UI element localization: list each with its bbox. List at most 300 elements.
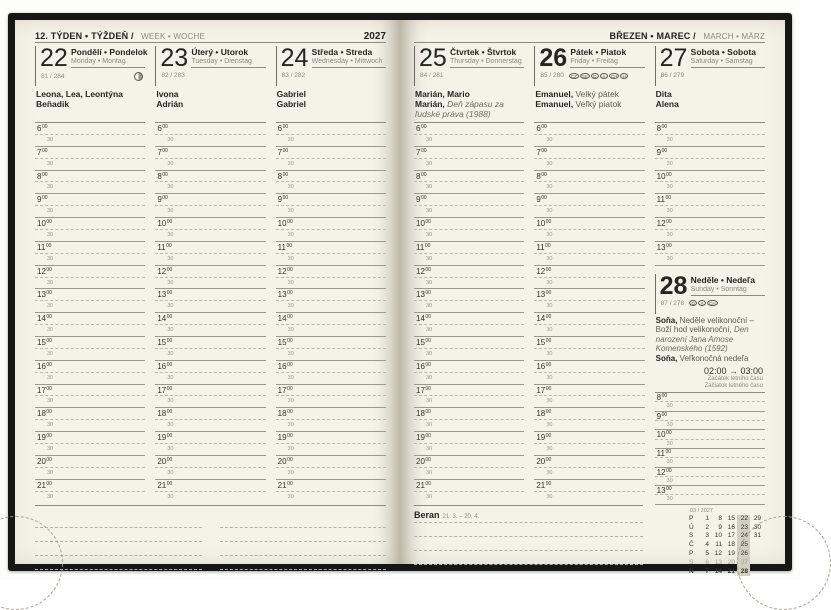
day-name-en-de: Thursday • Donnerstag (450, 58, 522, 65)
half-hour-label: 30 (167, 136, 174, 143)
hour-minutes-sup: 00 (545, 266, 552, 273)
hour-number: 11 (277, 242, 286, 252)
hour-minutes-sup: 00 (162, 195, 168, 202)
mini-calendar-cell: 9 (718, 523, 722, 531)
half-hour-label: 30 (666, 136, 673, 143)
hour-minutes-sup: 00 (666, 242, 672, 249)
time-slot-hour (414, 432, 524, 444)
time-slot-hour (655, 486, 765, 495)
hour-number: 7 (277, 147, 283, 157)
day-header-28 (655, 271, 765, 314)
nameday-lines (655, 314, 765, 366)
hour-minutes-sup: 00 (287, 290, 293, 297)
nameday-line (656, 316, 765, 354)
nameday-line (656, 99, 765, 109)
time-slot-hour (414, 313, 524, 325)
mini-calendar-cell: 19 (727, 549, 735, 557)
nameday-text: Veľký piatok (575, 99, 622, 109)
time-slot-hour (35, 147, 145, 159)
half-hour-label: 30 (287, 184, 294, 191)
nameday-line (36, 99, 145, 109)
day-number: 22 (40, 44, 68, 72)
day-column-weekend (655, 44, 765, 575)
hour-minutes-sup: 00 (661, 411, 668, 418)
day-number: 27 (659, 44, 688, 72)
nameday-lines (155, 86, 265, 122)
time-slot-hour (534, 194, 644, 206)
half-hour-label: 30 (287, 232, 294, 239)
time-grid (414, 122, 524, 504)
hour-minutes-sup: 00 (425, 314, 431, 321)
hour-number: 12 (277, 266, 287, 276)
hour-minutes-sup: 00 (41, 147, 48, 154)
time-slot-half-hour (534, 492, 644, 504)
week-title-en-de: WEEK • WOCHE (141, 32, 205, 41)
time-slot-half-hour (534, 206, 644, 218)
half-hour-label: 30 (426, 303, 433, 310)
time-slot-hour (276, 337, 386, 349)
hour-minutes-sup: 00 (545, 480, 552, 487)
hour-minutes-sup: 00 (661, 124, 668, 130)
time-slot-half-hour (276, 444, 386, 456)
mini-calendar-cell: 12 (714, 549, 722, 557)
time-slot-hour (155, 194, 265, 206)
time-slot-hour (534, 218, 644, 230)
time-slot-hour (276, 218, 386, 230)
hour-minutes-sup: 00 (46, 266, 52, 273)
time-slot-hour (276, 313, 386, 325)
time-slot-half-hour (276, 254, 386, 266)
time-slot-hour (655, 393, 765, 402)
time-slot-half-hour (276, 468, 386, 480)
hour-number: 13 (37, 290, 46, 300)
half-hour-label: 30 (546, 136, 553, 143)
time-slot-hour (155, 218, 265, 230)
half-hour-label: 30 (287, 469, 294, 476)
hour-number: 16 (37, 361, 46, 371)
right-page-header (414, 26, 765, 43)
nameday-line (656, 354, 765, 364)
hour-number: 9 (37, 195, 42, 205)
time-slot-half-hour (35, 468, 145, 480)
time-slot-hour (534, 313, 644, 325)
hour-minutes-sup: 00 (425, 266, 431, 273)
corner-perforation-arc (737, 516, 831, 610)
time-slot-hour (35, 289, 145, 301)
half-hour-label: 30 (287, 255, 294, 262)
time-slot-hour (414, 480, 524, 492)
time-slot-hour (276, 289, 386, 301)
hour-number: 21 (157, 480, 167, 490)
half-hour-label: 30 (47, 374, 54, 381)
time-slot-half-hour (414, 373, 524, 385)
day-header-25 (414, 46, 524, 86)
day-name-en-de: Friday • Freitag (570, 58, 618, 65)
half-hour-label: 30 (426, 160, 433, 167)
time-slot-half-hour (534, 373, 644, 385)
mini-calendar-cell: 24 (737, 532, 750, 541)
half-hour-label: 30 (426, 279, 433, 286)
time-slot-hour (655, 468, 765, 477)
half-hour-label: 30 (546, 208, 553, 215)
left-notes-area (35, 505, 386, 570)
time-slot-half-hour (155, 135, 265, 147)
time-slot-hour (35, 456, 145, 468)
half-hour-label: 30 (287, 374, 294, 381)
time-slot-hour (155, 313, 265, 325)
hour-minutes-sup: 00 (46, 433, 52, 440)
hour-minutes-sup: 00 (545, 409, 552, 416)
mini-calendar-cell: 7 (705, 567, 709, 575)
month-title-en-de: MARCH • MÄRZ (703, 32, 765, 41)
half-hour-label: 30 (546, 350, 553, 357)
time-slot-half-hour (655, 135, 765, 147)
time-slot-hour (414, 218, 524, 230)
hour-number: 11 (37, 242, 46, 252)
day-header-23 (155, 46, 265, 86)
time-slot-hour (276, 480, 386, 492)
time-slot-half-hour (276, 373, 386, 385)
day-name-cs-sk: Středa • Streda (311, 47, 373, 57)
time-slot-hour (414, 194, 524, 206)
half-hour-label: 30 (546, 469, 553, 476)
hour-number: 8 (37, 171, 42, 181)
day-of-year-counter: 86 / 279 (660, 72, 685, 79)
hour-minutes-sup: 00 (166, 219, 173, 226)
mini-calendar-day-label: P (688, 549, 694, 557)
time-slot-half-hour (155, 278, 265, 290)
nameday-line (36, 89, 145, 99)
time-slot-hour (155, 385, 265, 397)
time-slot-half-hour (35, 159, 145, 171)
time-slot-half-hour (534, 254, 644, 266)
mini-calendar-cell: 6 (705, 558, 709, 566)
hour-minutes-sup: 00 (425, 338, 431, 345)
hour-minutes-sup: 00 (545, 338, 552, 345)
time-slot-half-hour (155, 349, 265, 361)
time-slot-hour (414, 123, 524, 135)
half-hour-label: 30 (167, 160, 174, 167)
holiday-country-icon: H (620, 73, 628, 79)
half-hour-label: 30 (287, 350, 294, 357)
day-names (191, 47, 265, 68)
mini-calendar-cell: 16 (727, 523, 735, 531)
day-header-22 (35, 44, 148, 86)
nameday-lines (414, 86, 524, 122)
time-slot-half-hour (155, 301, 265, 313)
dst-time-change: 02:00 → 03:00 (703, 366, 763, 377)
time-slot-half-hour (534, 420, 644, 432)
time-slot-hour (655, 123, 765, 135)
hour-number: 8 (277, 171, 283, 181)
time-slot-half-hour (155, 230, 265, 242)
time-slot-hour (155, 171, 265, 183)
half-hour-label: 30 (287, 446, 294, 453)
time-slot-hour (655, 412, 765, 421)
time-slot-hour (276, 456, 386, 468)
nameday-line (156, 99, 265, 109)
time-slot-hour (155, 456, 265, 468)
hour-number: 12 (416, 266, 425, 276)
day-names (71, 47, 148, 68)
hour-minutes-sup: 00 (420, 195, 427, 202)
zodiac-name: Beran (414, 510, 440, 520)
hour-number: 7 (416, 147, 421, 157)
half-hour-label: 30 (47, 232, 54, 239)
note-line (35, 528, 202, 542)
hour-number: 18 (277, 409, 287, 419)
day-of-year-counter: 81 / 284 (41, 73, 65, 80)
half-hour-label: 30 (167, 350, 174, 357)
hour-minutes-sup: 00 (41, 171, 48, 178)
hour-minutes-sup: 00 (45, 242, 52, 249)
nameday-text: Marián, Mario (415, 89, 470, 99)
time-slot-hour (35, 313, 145, 325)
hour-minutes-sup: 00 (162, 124, 168, 130)
time-slot-half-hour (414, 182, 524, 194)
day-names (450, 47, 524, 68)
mini-calendar-header: 03 / 2027 (689, 507, 713, 514)
hour-minutes-sup: 00 (166, 338, 173, 345)
hour-number: 13 (157, 290, 167, 300)
half-hour-label: 30 (546, 232, 553, 239)
time-slot-half-hour (655, 182, 765, 194)
mini-calendar-row (689, 515, 763, 524)
time-slot-hour (276, 408, 386, 420)
time-slot-half-hour (414, 492, 524, 504)
mini-calendar-day-label: N (688, 567, 694, 575)
half-hour-label: 30 (167, 422, 174, 429)
time-slot-hour (155, 147, 265, 159)
half-hour-label: 30 (167, 374, 174, 381)
half-hour-label: 30 (546, 279, 553, 286)
time-slot-half-hour (414, 135, 524, 147)
hour-minutes-sup: 00 (46, 480, 52, 487)
right-page (400, 20, 785, 575)
time-slot-hour (414, 408, 524, 420)
nameday-line (277, 99, 386, 109)
note-line (35, 514, 202, 528)
time-slot-half-hour (276, 182, 386, 194)
nameday-lines (534, 86, 644, 122)
hour-minutes-sup: 00 (286, 242, 293, 249)
day-number: 24 (280, 44, 309, 72)
hour-number: 11 (157, 242, 166, 252)
hour-minutes-sup: 00 (46, 456, 52, 463)
half-hour-label: 30 (47, 422, 54, 429)
hour-number: 10 (656, 430, 666, 440)
day-number: 25 (419, 44, 447, 72)
hour-minutes-sup: 00 (46, 338, 52, 345)
time-slot-hour (534, 147, 644, 159)
mini-calendar-cell: 4 (705, 541, 709, 549)
holiday-country-icon: SK (581, 73, 588, 79)
nameday-text: Ivona (156, 89, 179, 99)
day-column-25 (414, 46, 524, 501)
time-slot-hour (155, 432, 265, 444)
half-hour-label: 30 (546, 327, 553, 334)
half-hour-label: 30 (47, 255, 54, 262)
nameday-line (535, 99, 644, 109)
half-hour-label: 30 (47, 493, 54, 500)
holiday-country-icon: A (600, 73, 608, 79)
hour-number: 10 (416, 219, 425, 229)
time-slot-hour (276, 266, 386, 278)
hour-minutes-sup: 00 (166, 480, 173, 487)
nameday-text: Adrián (156, 99, 184, 109)
mini-calendar-cell: 25 (737, 541, 750, 550)
hour-number: 18 (536, 409, 546, 419)
hour-number: 8 (157, 171, 162, 181)
mini-calendar-cell: 15 (727, 514, 735, 522)
time-slot-hour (414, 266, 524, 278)
time-slot-hour (35, 266, 145, 278)
hour-minutes-sup: 00 (287, 314, 293, 321)
dst-note-sk: Začiatok letného času (704, 383, 763, 390)
nameday-line (277, 89, 386, 99)
day-number: 26 (539, 44, 568, 72)
hour-number: 13 (277, 290, 287, 300)
hour-number: 17 (536, 385, 546, 395)
time-slot-hour (534, 456, 644, 468)
time-slot-hour (414, 385, 524, 397)
time-slot-half-hour (655, 477, 765, 486)
mini-calendar-day-label: Ú (688, 523, 694, 531)
day-name-cs-sk: Úterý • Utorok (191, 47, 249, 57)
time-slot-hour (534, 361, 644, 373)
hour-number: 14 (416, 314, 425, 324)
half-hour-label: 30 (47, 208, 54, 215)
mini-calendar-cell: 2 (705, 523, 709, 531)
time-slot-hour (655, 242, 765, 254)
time-slot-half-hour (276, 159, 386, 171)
left-page (15, 20, 400, 564)
note-line (414, 523, 643, 537)
half-hour-label: 30 (167, 469, 174, 476)
half-hour-label: 30 (426, 350, 433, 357)
hour-number: 21 (416, 480, 425, 490)
hour-number: 19 (416, 433, 425, 443)
hour-number: 16 (536, 361, 546, 371)
half-hour-label: 30 (167, 446, 174, 453)
time-slot-hour (655, 218, 765, 230)
mini-calendar-cell: 10 (714, 532, 722, 540)
daylight-saving-note (655, 366, 763, 390)
half-hour-label: 30 (666, 422, 673, 429)
time-slot-half-hour (276, 206, 386, 218)
nameday-text: Gabriel (276, 99, 306, 109)
mini-calendar-day-label: Č (688, 541, 694, 549)
hour-minutes-sup: 00 (425, 361, 431, 368)
time-slot-half-hour (35, 444, 145, 456)
hour-minutes-sup: 00 (545, 314, 552, 321)
hour-minutes-sup: 00 (425, 409, 431, 416)
hour-minutes-sup: 00 (545, 219, 552, 226)
hour-number: 21 (277, 480, 287, 490)
half-hour-label: 30 (426, 184, 433, 191)
half-hour-label: 30 (287, 136, 294, 143)
hour-minutes-sup: 00 (287, 385, 293, 392)
time-slot-half-hour (155, 159, 265, 171)
time-slot-half-hour (35, 420, 145, 432)
hour-minutes-sup: 00 (666, 171, 672, 178)
hour-minutes-sup: 00 (282, 124, 289, 130)
hour-number: 14 (157, 314, 167, 324)
hour-minutes-sup: 00 (661, 393, 668, 400)
time-slot-hour (276, 171, 386, 183)
hour-minutes-sup: 00 (46, 385, 52, 392)
half-hour-label: 30 (287, 279, 294, 286)
time-slot-half-hour (655, 458, 765, 467)
half-hour-label: 30 (287, 422, 294, 429)
hour-number: 6 (416, 124, 421, 133)
time-slot-half-hour (655, 402, 765, 411)
nameday-text: Neděle velikonoční – Boží hod velikonoční, (655, 315, 754, 335)
time-slot-hour (534, 337, 644, 349)
hour-minutes-sup: 00 (420, 124, 427, 130)
half-hour-label: 30 (47, 136, 54, 143)
half-hour-label: 30 (426, 398, 433, 405)
half-hour-label: 30 (666, 184, 673, 191)
time-grid (155, 122, 265, 504)
half-hour-label: 30 (666, 232, 673, 239)
half-hour-label: 30 (47, 469, 54, 476)
hour-number: 8 (536, 171, 541, 181)
time-slot-hour (534, 266, 644, 278)
hour-minutes-sup: 00 (287, 456, 293, 463)
time-slot-half-hour (276, 301, 386, 313)
time-slot-half-hour (655, 421, 765, 430)
half-hour-label: 30 (546, 446, 553, 453)
time-slot-hour (35, 385, 145, 397)
half-hour-label: 30 (426, 469, 433, 476)
half-hour-label: 30 (546, 422, 553, 429)
day-column-23 (155, 46, 265, 501)
day-name-cs-sk: Sobota • Sobota (690, 47, 756, 57)
half-hour-label: 30 (426, 255, 433, 262)
half-hour-label: 30 (47, 398, 54, 405)
hour-minutes-sup: 00 (541, 195, 547, 202)
hour-minutes-sup: 00 (425, 456, 431, 463)
holiday-country-icon: D (591, 73, 599, 79)
hour-minutes-sup: 00 (287, 361, 293, 368)
half-hour-label: 30 (287, 493, 294, 500)
time-slot-half-hour (35, 206, 145, 218)
time-slot-hour (655, 194, 765, 206)
hour-number: 17 (416, 385, 425, 395)
hour-minutes-sup: 00 (166, 409, 173, 416)
half-hour-label: 30 (426, 136, 433, 143)
time-slot-half-hour (155, 325, 265, 337)
nameday-line (656, 89, 765, 99)
time-slot-half-hour (414, 230, 524, 242)
half-hour-label: 30 (47, 279, 54, 286)
day-of-year-counter: 85 / 280 (540, 72, 564, 79)
half-hour-label: 30 (426, 374, 433, 381)
hour-number: 13 (416, 290, 425, 300)
nameday-text: Soňa, (655, 315, 680, 325)
day-of-year-counter: 84 / 281 (420, 72, 444, 79)
day-name-cs-sk: Pátek • Piatok (570, 47, 627, 57)
mini-calendar-cell: 3 (705, 532, 709, 540)
time-slot-half-hour (655, 254, 765, 266)
time-slot-hour (534, 432, 644, 444)
time-slot-half-hour (276, 420, 386, 432)
hour-number: 12 (37, 266, 46, 276)
hour-number: 19 (157, 433, 167, 443)
hour-number: 11 (656, 448, 665, 458)
half-hour-label: 30 (546, 184, 553, 191)
